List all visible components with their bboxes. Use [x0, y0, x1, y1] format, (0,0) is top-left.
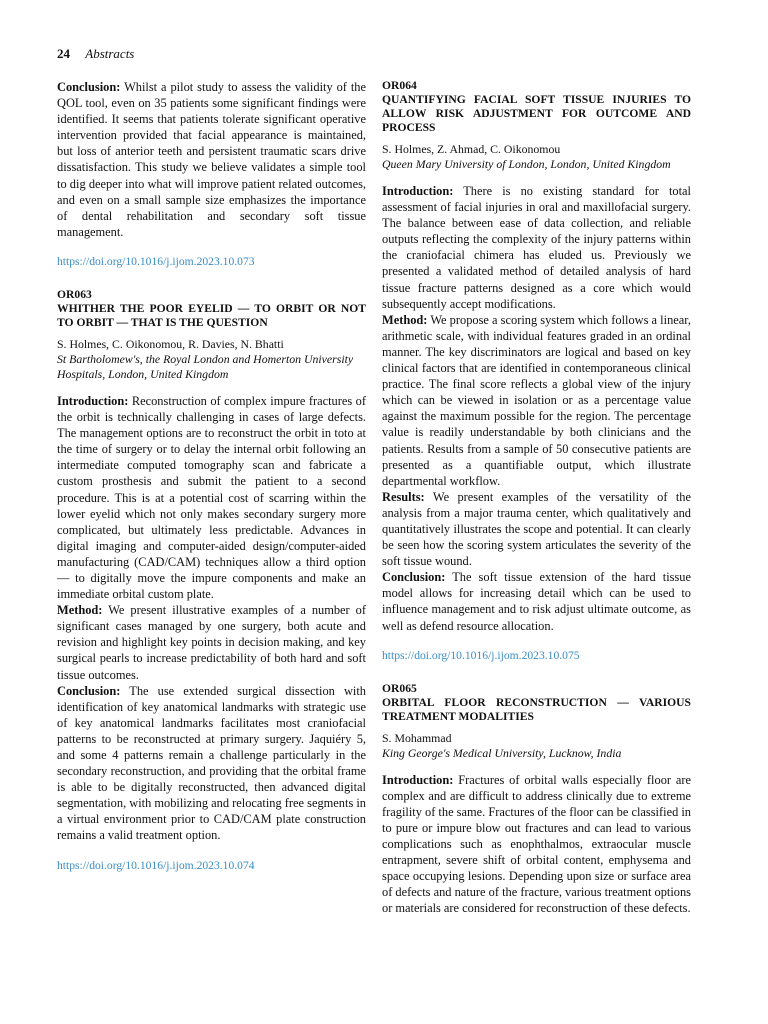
running-title: Abstracts [85, 46, 135, 61]
left-column [57, 79, 366, 874]
results-label: Results: [382, 489, 425, 504]
conclusion-paragraph [382, 569, 691, 633]
abstract-authors: S. Mohammad [382, 730, 452, 745]
abstract-code: OR065 [382, 681, 417, 695]
abstract-affiliation: King George's Medical University, Lucknow, India [382, 745, 622, 760]
abstract-or063 [57, 288, 366, 874]
introduction-text: Reconstruction of complex impure fractures of the orbit is technically challenging in cases of large defects. The management options are to reconstruct the orbit in toto at the time of surgery or to delay the internal orbit following an intermediate computed tomography scan and fabricate a custom prosthesis and submit the patient to a second procedure. This is at a potential cost of scarring within the lower eyelid which not only makes secondary surgery more complicated, but ultimately less predictable. Advances in digital imaging and computer-aided design/computer-aided manufacturing (CAD/CAM) techniques allow a third option — to digitally move the impure components and make an immediate orbital custom plate. [57, 393, 366, 602]
abstract-code: OR064 [382, 79, 417, 92]
running-head [57, 45, 134, 63]
method-label: Method: [382, 312, 428, 327]
prev-conclusion-paragraph [57, 79, 366, 240]
abstract-or065 [382, 682, 691, 917]
doi-link-074[interactable]: https://doi.org/10.1016/j.ijom.2023.10.074 [57, 858, 255, 872]
prev-conclusion-label: Conclusion: [57, 80, 121, 94]
abstract-affiliation: St Bartholomew's, the Royal London and Homerton University Hospitals, London, United Kingdom [57, 351, 354, 381]
page-number: 24 [57, 46, 70, 61]
method-paragraph [57, 602, 366, 682]
abstract-title: ORBITAL FLOOR RECONSTRUCTION — VARIOUS TREATMENT MODALITIES [382, 695, 691, 723]
introduction-label: Introduction: [382, 772, 454, 787]
conclusion-text: The use extended surgical dissection with identification of key anatomical landmarks with strategic use of key anatomical landmarks facilitates most craniofacial patterns to be reconstructed at primary surgery. Jaquiéry 5, and some 4 patterns remain a challenge particularly in the secondary reconstruction, and providing that the orbital frame is able to be digitally reconstructed, then advanced digital segmentation, with mobilizing and relocating free segments in a virtual environment prior to CAD/CAM plate construction remains a valid treatment option. [57, 683, 366, 843]
prev-conclusion-text: Whilst a pilot study to assess the validity of the QOL tool, even on 35 patients some significant findings were identified. It seems that patients tolerate significant operative intervention provided that facial appearance is maintained, but loss of anterior teeth and persistent traumatic scars drive dissatisfaction. This study we believe validates a simple tool to dig deeper into what will improve patient related outcomes, and even on a small sample size emphasizes the importance of dental rehabilitation and secondary soft tissue management. [57, 80, 366, 239]
abstract-authors: S. Holmes, C. Oikonomou, R. Davies, N. Bhatti [57, 336, 284, 351]
introduction-label: Introduction: [57, 393, 129, 408]
method-paragraph [382, 312, 691, 489]
doi-link-073[interactable]: https://doi.org/10.1016/j.ijom.2023.10.073 [57, 254, 255, 268]
results-paragraph [382, 489, 691, 569]
abstract-title: WHITHER THE POOR EYELID — TO ORBIT OR NOT TO ORBIT — THAT IS THE QUESTION [57, 301, 366, 329]
results-text: We present examples of the versatility of the analysis from a major trauma center, which qualitatively and quantitatively illustrates the scope and potential. It can clearly be seen how the scoring system articulates the severity of the soft tissue wound. [382, 489, 691, 569]
introduction-text: Fractures of orbital walls especially floor are complex and are difficult to address clinically due to extreme fragility of the same. Fractures of the floor can be classified in to pure or impure blow out fractures and can lead to various complications such as enophthalmos, extraocular muscle entrapment, severe shift of orbital content, emphysema and space occupying lesions. Depending upon size or surface area of defects and nature of the fracture, various treatment options or materials are considered for reconstruction of these defects. [382, 772, 691, 916]
abstract-affiliation: Queen Mary University of London, London, United Kingdom [382, 157, 671, 171]
conclusion-label: Conclusion: [57, 683, 121, 698]
method-text: We present illustrative examples of a number of significant cases managed by one surgery, both acute and revision and highlight key points in decision making, and key surgical pearls to increase predictability of both hard and soft tissue outcomes. [57, 603, 366, 682]
method-text: We propose a scoring system which follows a linear, arithmetic scale, with individual features graded in an ordinal manner. The key discriminators are logical and based on key clinical factors that are identified in contemporaneous clinical practice. The final score reflects a global view of the injury which can be viewed in isolation or as a percentage value against the maximum possible for the region. The percentage value is readily understandable by both clinicians and the patients. Results from a sample of 50 consecutive patients are presented as a quantifiable output, which illustrate departmental workflow. [382, 312, 691, 488]
introduction-text: There is no existing standard for total assessment of facial injuries in oral and maxillofacial surgery. The balance between ease of data collection, and reliable outputs reflecting the complexity of the injury patterns within the craniofacial chimera has eluded us. Previously we presented a validated method of detailed analysis of hard tissue fracture patterns designed as a core which would subsequently accept modifications. [382, 184, 691, 311]
abstract-authors: S. Holmes, Z. Ahmad, C. Oikonomou [382, 142, 561, 156]
right-column [382, 79, 691, 916]
conclusion-text: The soft tissue extension of the hard tissue model allows for increasing detail which can be used to influence management and to risk adjust ultimate outcome, as well as defend resource allocation. [382, 570, 691, 633]
doi-link-075[interactable]: https://doi.org/10.1016/j.ijom.2023.10.075 [382, 648, 580, 662]
introduction-paragraph [382, 772, 691, 917]
abstract-code: OR063 [57, 287, 92, 301]
method-label: Method: [57, 603, 103, 618]
conclusion-paragraph [57, 683, 366, 844]
conclusion-label: Conclusion: [382, 570, 446, 585]
abstract-or064 [382, 79, 691, 664]
introduction-paragraph [382, 183, 691, 312]
introduction-paragraph [57, 393, 366, 602]
abstract-title: QUANTIFYING FACIAL SOFT TISSUE INJURIES TO ALLOW RISK ADJUSTMENT FOR OUTCOME AND PROCESS [382, 93, 691, 134]
introduction-label: Introduction: [382, 184, 454, 198]
